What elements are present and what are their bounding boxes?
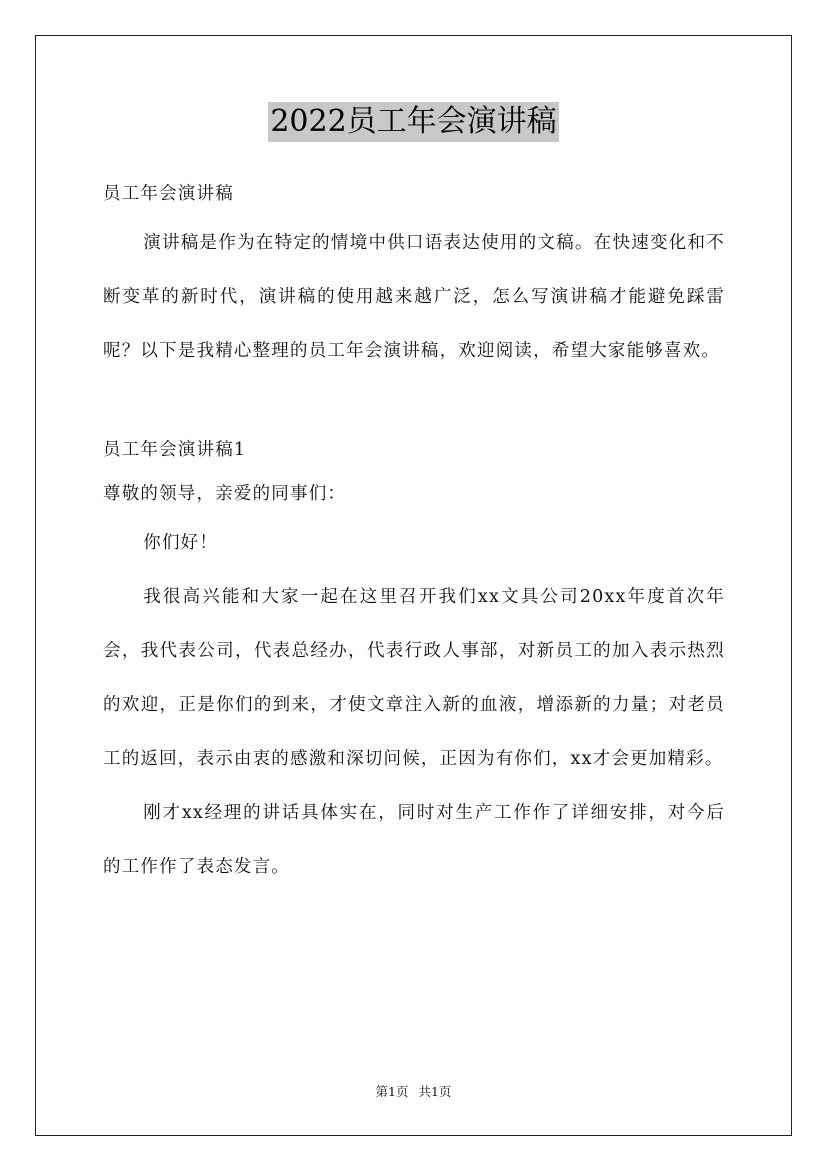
- document-body: [103, 172, 725, 894]
- section-spacer: [103, 378, 725, 428]
- section-heading: 员工年会演讲稿1: [103, 440, 247, 460]
- intro-paragraph: 演讲稿是作为在特定的情境中供口语表达使用的文稿。在快速变化和不断变革的新时代，演讲稿的使用越来越广泛，怎么写演讲稿才能避免踩雷呢？以下是我精心整理的员工年会演讲稿，欢迎阅读，希望大家能够喜欢。: [103, 233, 725, 361]
- body-paragraph-1: 我很高兴能和大家一起在这里召开我们xx文具公司20xx年度首次年会，我代表公司，代表总经办，代表行政人事部，对新员工的加入表示热烈的欢迎，正是你们的到来，才使文章注入新的血液，增添新的力量；对老员工的返回，表示由衷的感激和深切问候，正因为有你们，xx才会更加精彩。: [103, 587, 725, 769]
- page-number-total: 共1页: [418, 1084, 452, 1099]
- page-footer: [0, 1082, 827, 1100]
- greeting-line: 你们好！: [143, 533, 219, 553]
- salutation-line: 尊敬的领导，亲爱的同事们：: [103, 484, 347, 504]
- body-paragraph-2: 刚才xx经理的讲话具体实在，同时对生产工作作了详细安排，对今后的工作作了表态发言。: [103, 803, 725, 877]
- title-container: [0, 102, 827, 142]
- document-subtitle: 员工年会演讲稿: [103, 184, 234, 204]
- page-number-current: 第1页: [375, 1084, 409, 1099]
- document-title: 2022员工年会演讲稿: [268, 102, 558, 142]
